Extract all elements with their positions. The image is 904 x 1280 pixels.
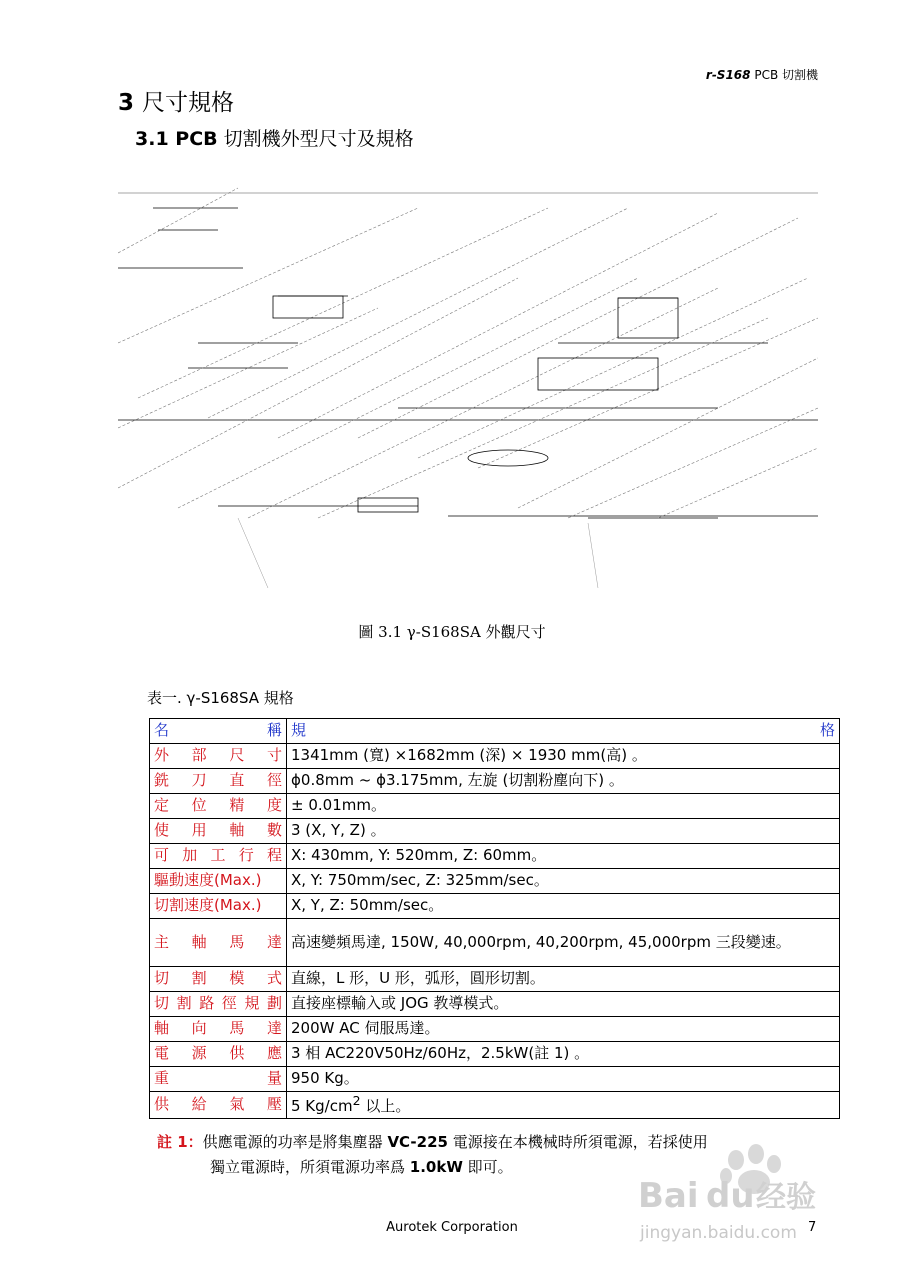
table-row	[150, 919, 840, 967]
page-number: 7	[808, 1220, 817, 1235]
spec-name: 切割路徑規劃	[150, 992, 287, 1017]
spec-name: 使用軸數	[150, 819, 287, 844]
spec-name: 定位精度	[150, 794, 287, 819]
table-row	[150, 1042, 840, 1067]
air-pressure-tail: 以上。	[360, 1097, 411, 1115]
spec-value: 1341mm (寬) ×1682mm (深) × 1930 mm(高) 。	[287, 744, 840, 769]
spec-table	[149, 718, 840, 1119]
spec-value: X: 430mm, Y: 520mm, Z: 60mm。	[287, 844, 840, 869]
chapter-title-text: 尺寸規格	[142, 90, 235, 116]
spec-value: X, Y: 750mm/sec, Z: 325mm/sec。	[287, 869, 840, 894]
table-row	[150, 844, 840, 869]
spec-value: 直接座標輸入或 JOG 教導模式。	[287, 992, 840, 1017]
spec-value: 直線，L 形，U 形，弧形，圓形切割。	[287, 967, 840, 992]
table-row	[150, 967, 840, 992]
table-row	[150, 894, 840, 919]
footnote-text: 獨立電源時，所須電源功率爲	[210, 1158, 410, 1176]
table-row	[150, 1017, 840, 1042]
svg-text:du: du	[706, 1176, 755, 1216]
spec-name: 銑刀直徑	[150, 769, 287, 794]
running-header	[706, 66, 818, 83]
spec-value: 3 相 AC220V50Hz/60Hz，2.5kW(註 1) 。	[287, 1042, 840, 1067]
table-row	[150, 744, 840, 769]
footnote-power: 1.0kW	[409, 1158, 463, 1176]
air-pressure-value: 5 Kg/cm	[291, 1097, 353, 1115]
spec-name: 切割速度(Max.)	[150, 894, 287, 919]
spec-name: 切割模式	[150, 967, 287, 992]
spec-value: 950 Kg。	[287, 1067, 840, 1092]
spec-name: 電源供應	[150, 1042, 287, 1067]
section-number: 3.1 PCB	[135, 128, 218, 150]
table-row	[150, 869, 840, 894]
footnote-text: 供應電源的功率是將集塵器	[202, 1133, 388, 1151]
superscript-two: 2	[352, 1093, 361, 1108]
spec-value: 高速變頻馬達, 150W, 40,000rpm, 40,200rpm, 45,000rpm 三段變速。	[287, 919, 840, 967]
machine-dimension-drawing	[118, 168, 818, 598]
table-caption: 表一. γ-S168SA 規格	[147, 689, 294, 707]
spec-name: 主軸馬達	[150, 919, 287, 967]
section-title-text: 切割機外型尺寸及規格	[223, 128, 414, 150]
spec-value: ± 0.01mm。	[287, 794, 840, 819]
spec-name: 驅動速度(Max.)	[150, 869, 287, 894]
chapter-title	[118, 84, 234, 117]
spec-name: 供給氣壓	[150, 1092, 287, 1119]
spec-value: X, Y, Z: 50mm/sec。	[287, 894, 840, 919]
footer-company: Aurotek Corporation	[386, 1220, 518, 1235]
spec-value: 3 (X, Y, Z) 。	[287, 819, 840, 844]
figure-caption: 圖 3.1 γ-S168SA 外觀尺寸	[358, 623, 546, 641]
footnote-text: 電源接在本機械時所須電源，若採使用	[447, 1133, 708, 1151]
header-title: PCB 切割機	[754, 68, 818, 82]
footnote-mark: 註 1：	[157, 1133, 203, 1151]
footnote-model: VC-225	[387, 1133, 448, 1151]
table-row	[150, 1092, 840, 1119]
svg-text:经验: 经验	[756, 1180, 816, 1215]
table-row	[150, 992, 840, 1017]
spec-name: 軸向馬達	[150, 1017, 287, 1042]
baidu-watermark-logo	[636, 1142, 856, 1250]
section-title	[135, 124, 414, 151]
table-row	[150, 769, 840, 794]
header-value-cell: 規格	[287, 719, 840, 744]
footnote-text: 即可。	[462, 1158, 513, 1176]
header-model: r-S168	[705, 68, 751, 82]
table-row	[150, 819, 840, 844]
spec-name: 外部尺寸	[150, 744, 287, 769]
spec-name: 可加工行程	[150, 844, 287, 869]
table-row	[150, 794, 840, 819]
chapter-number: 3	[118, 90, 135, 116]
header-name-cell: 名稱	[150, 719, 287, 744]
table-row	[150, 1067, 840, 1092]
spec-value	[287, 1092, 840, 1119]
svg-text:jingyan.baidu.com: jingyan.baidu.com	[640, 1223, 797, 1243]
spec-value: ϕ0.8mm ~ ϕ3.175mm, 左旋 (切割粉塵向下) 。	[287, 769, 840, 794]
svg-text:Bai: Bai	[638, 1176, 699, 1216]
spec-value: 200W AC 伺服馬達。	[287, 1017, 840, 1042]
table-header-row	[150, 719, 840, 744]
spec-name: 重量	[150, 1067, 287, 1092]
